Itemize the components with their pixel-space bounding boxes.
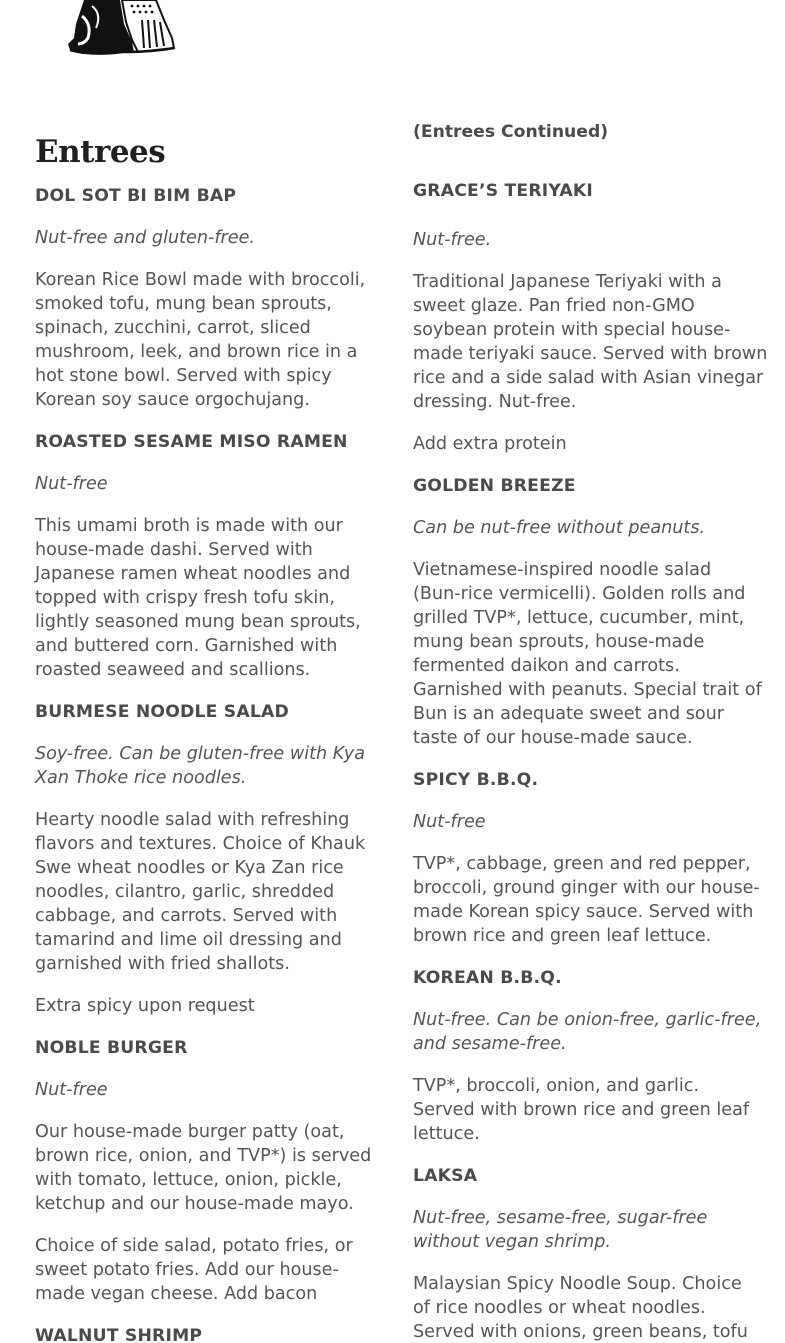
item-description-line: Hearty noodle salad with refreshing xyxy=(35,810,350,830)
item-extra-line: Extra spicy upon request xyxy=(35,996,255,1016)
restaurant-logo xyxy=(62,0,182,58)
item-name: NOBLE BURGER xyxy=(35,1038,188,1058)
item-description-line: flavors and textures. Choice of Khauk xyxy=(35,834,366,854)
item-description-line: Swe wheat noodles or Kya Zan rice xyxy=(35,858,344,878)
item-description-line: soybean protein with special house- xyxy=(413,320,731,340)
item-name: SPICY B.B.Q. xyxy=(413,770,539,790)
item-name: BURMESE NOODLE SALAD xyxy=(35,702,289,722)
item-description-line: TVP*, broccoli, onion, and garlic. xyxy=(413,1076,700,1096)
item-name: GRACE’S TERIYAKI xyxy=(413,181,594,201)
item-description-line: house-made dashi. Served with xyxy=(35,540,313,560)
item-description-line: fermented daikon and carrots. xyxy=(413,656,680,676)
item-description-line: Korean Rice Bowl made with broccoli, xyxy=(35,270,366,290)
item-description-line: lettuce. xyxy=(413,1124,480,1144)
item-description-line: noodles, cilantro, garlic, shredded xyxy=(35,882,335,902)
item-description-line: made teriyaki sauce. Served with brown xyxy=(413,344,768,364)
item-extra-line: Choice of side salad, potato fries, or xyxy=(35,1236,353,1256)
item-dietary-note: Nut-free. Can be onion-free, garlic-free, xyxy=(413,1010,762,1030)
item-description-line: TVP*, cabbage, green and red pepper, xyxy=(413,854,751,874)
item-dietary-note: Nut-free xyxy=(35,1080,108,1100)
item-description-line: of rice noodles or wheat noodles. xyxy=(413,1298,706,1318)
item-name: GOLDEN BREEZE xyxy=(413,476,576,496)
item-description-line: Garnished with peanuts. Special trait of xyxy=(413,680,762,700)
item-name: ROASTED SESAME MISO RAMEN xyxy=(35,432,348,452)
item-description-line: taste of our house-made sauce. xyxy=(413,728,693,748)
item-dietary-note: Nut-free xyxy=(35,474,108,494)
item-description-line: This umami broth is made with our xyxy=(35,516,343,536)
item-description-line: Traditional Japanese Teriyaki with a xyxy=(413,272,722,292)
item-description-line: grilled TVP*, lettuce, cucumber, mint, xyxy=(413,608,745,628)
item-dietary-note: Nut-free xyxy=(413,812,486,832)
item-dietary-note: Nut-free and gluten-free. xyxy=(35,228,256,248)
item-description-line: mushroom, leek, and brown rice in a xyxy=(35,342,358,362)
item-name: KOREAN B.B.Q. xyxy=(413,968,562,988)
item-description-line: Vietnamese-inspired noodle salad xyxy=(413,560,712,580)
item-description-line: brown rice, onion, and TVP*) is served xyxy=(35,1146,372,1166)
item-description-line: cabbage, and carrots. Served with xyxy=(35,906,338,926)
item-description-line: hot stone bowl. Served with spicy xyxy=(35,366,332,386)
item-description-line: mung bean sprouts, house-made xyxy=(413,632,705,652)
item-description-line: broccoli, ground ginger with our house- xyxy=(413,878,760,898)
continued-label: (Entrees Continued) xyxy=(413,122,609,142)
item-description-line: brown rice and green leaf lettuce. xyxy=(413,926,712,946)
item-dietary-note: Soy-free. Can be gluten-free with Kya xyxy=(35,744,365,764)
item-description-line: sweet glaze. Pan fried non-GMO xyxy=(413,296,695,316)
item-name: DOL SOT BI BIM BAP xyxy=(35,186,237,206)
item-description-line: topped with crispy fresh tofu skin, xyxy=(35,588,335,608)
item-name: WALNUT SHRIMP xyxy=(35,1326,203,1343)
item-dietary-note: Nut-free, sesame-free, sugar-free xyxy=(413,1208,708,1228)
item-description-line: with tomato, lettuce, onion, pickle, xyxy=(35,1170,342,1190)
item-extra-line: Add extra protein xyxy=(413,434,567,454)
item-dietary-note: Xan Thoke rice noodles. xyxy=(35,768,247,788)
item-description-line: made Korean spicy sauce. Served with xyxy=(413,902,754,922)
item-description-line: spinach, zucchini, carrot, sliced xyxy=(35,318,311,338)
item-description-line: tamarind and lime oil dressing and xyxy=(35,930,342,950)
item-description-line: (Bun-rice vermicelli). Golden rolls and xyxy=(413,584,746,604)
item-description-line: Served with brown rice and green leaf xyxy=(413,1100,750,1120)
item-description-line: Our house-made burger patty (oat, xyxy=(35,1122,345,1142)
item-dietary-note: without vegan shrimp. xyxy=(413,1232,611,1252)
item-extra-line: sweet potato fries. Add our house- xyxy=(35,1260,339,1280)
item-description-line: dressing. Nut-free. xyxy=(413,392,577,412)
item-dietary-note: and sesame-free. xyxy=(413,1034,567,1054)
item-description-line: smoked tofu, mung bean sprouts, xyxy=(35,294,332,314)
item-description-line: Malaysian Spicy Noodle Soup. Choice xyxy=(413,1274,742,1294)
item-description-line: Japanese ramen wheat noodles and xyxy=(35,564,351,584)
item-description-line: Bun is an adequate sweet and sour xyxy=(413,704,725,724)
item-description-line: rice and a side salad with Asian vinegar xyxy=(413,368,764,388)
item-extra-line: made vegan cheese. Add bacon xyxy=(35,1284,318,1304)
item-description-line: and buttered corn. Garnished with xyxy=(35,636,338,656)
item-description-line: Served with onions, green beans, tofu xyxy=(413,1322,748,1342)
item-description-line: roasted seaweed and scallions. xyxy=(35,660,311,680)
item-dietary-note: Nut-free. xyxy=(413,230,492,250)
item-description-line: lightly seasoned mung bean sprouts, xyxy=(35,612,361,632)
item-description-line: Korean soy sauce orgochujang. xyxy=(35,390,310,410)
section-heading: Entrees xyxy=(35,134,166,170)
logo-illustration xyxy=(62,0,182,58)
item-description-line: garnished with fried shallots. xyxy=(35,954,290,974)
item-description-line: ketchup and our house-made mayo. xyxy=(35,1194,354,1214)
item-name: LAKSA xyxy=(413,1166,478,1186)
item-dietary-note: Can be nut-free without peanuts. xyxy=(413,518,706,538)
